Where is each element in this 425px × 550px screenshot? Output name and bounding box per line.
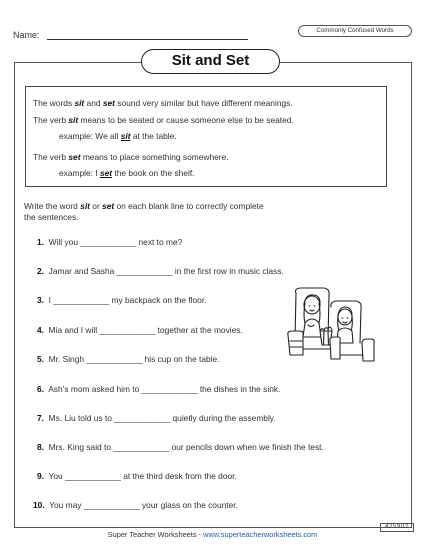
question-8[interactable] bbox=[37, 442, 324, 453]
question-text: You ____________ at the third desk from the door. bbox=[48, 471, 237, 481]
question-number: 3. bbox=[37, 295, 44, 305]
text: at the table. bbox=[130, 131, 177, 141]
word-sit: sit bbox=[80, 201, 90, 211]
question-5[interactable] bbox=[37, 354, 220, 365]
name-line[interactable] bbox=[47, 39, 248, 40]
text: on each blank line to correctly complete bbox=[114, 201, 264, 211]
question-number: 10. bbox=[33, 500, 45, 510]
question-number: 4. bbox=[37, 325, 44, 335]
question-text: You may ____________ your glass on the counter. bbox=[49, 500, 238, 510]
text: The verb bbox=[33, 152, 69, 162]
question-4[interactable] bbox=[37, 325, 243, 336]
text: The verb bbox=[33, 115, 69, 125]
definition-line-2 bbox=[33, 115, 294, 126]
word-set: set bbox=[102, 201, 115, 211]
question-text: Mrs. King said to ____________ our pencils down when we finish the test. bbox=[48, 442, 324, 452]
example-1 bbox=[59, 131, 177, 142]
text: sound very similar but have different meanings. bbox=[114, 98, 293, 108]
question-number: 7. bbox=[37, 413, 44, 423]
text: and bbox=[84, 98, 103, 108]
question-number: 5. bbox=[37, 354, 44, 364]
question-number: 9. bbox=[37, 471, 44, 481]
question-text: Mia and I will ____________ together at the movies. bbox=[48, 325, 243, 335]
question-number: 1. bbox=[37, 237, 44, 247]
text: means to place something somewhere. bbox=[80, 152, 229, 162]
instructions-line-1 bbox=[24, 201, 264, 212]
movie-theater-girls-illustration bbox=[286, 285, 376, 365]
question-number: 8. bbox=[37, 442, 44, 452]
question-2[interactable] bbox=[37, 266, 284, 277]
question-text: Mr. Singh ____________ his cup on the table. bbox=[48, 354, 220, 364]
question-number: 2. bbox=[37, 266, 44, 276]
question-9[interactable] bbox=[37, 471, 237, 482]
text: example: I bbox=[59, 168, 100, 178]
footer-brand: Super Teacher Worksheets - bbox=[107, 530, 204, 539]
name-label: Name: bbox=[13, 30, 40, 40]
text: The words bbox=[33, 98, 75, 108]
word-sit: sit bbox=[120, 131, 131, 141]
definition-line-3 bbox=[33, 152, 229, 163]
text: example: We all bbox=[59, 131, 121, 141]
word-set: set bbox=[102, 98, 115, 108]
word-set: set bbox=[99, 168, 113, 178]
question-10[interactable] bbox=[33, 500, 238, 511]
text: the book on the shelf. bbox=[112, 168, 195, 178]
question-number: 6. bbox=[37, 384, 44, 394]
word-sit: sit bbox=[74, 98, 85, 108]
question-text: Ms. Liu told us to ____________ quietly during the assembly. bbox=[48, 413, 276, 423]
question-text: I ____________ my backpack on the floor. bbox=[48, 295, 207, 305]
question-text: Jamar and Sasha ____________ in the first row in music class. bbox=[48, 266, 284, 276]
text: means to be seated or cause someone else to be seated. bbox=[78, 115, 294, 125]
footer-link[interactable]: www.superteacherworksheets.com bbox=[203, 530, 318, 539]
question-text: Ash’s mom asked him to ____________ the dishes in the sink. bbox=[48, 384, 281, 394]
word-sit: sit bbox=[68, 115, 79, 125]
question-6[interactable] bbox=[37, 384, 280, 395]
worksheet-title: Sit and Set bbox=[141, 49, 280, 74]
instructions-line-2: the sentences. bbox=[24, 212, 79, 222]
example-2 bbox=[59, 168, 195, 179]
question-1[interactable] bbox=[37, 237, 182, 248]
question-text: Will you ____________ next to me? bbox=[48, 237, 183, 247]
word-set: set bbox=[68, 152, 81, 162]
worksheet-code: 425902 bbox=[380, 523, 414, 532]
question-7[interactable] bbox=[37, 413, 276, 424]
category-tag: Commonly Confused Words bbox=[298, 25, 412, 37]
text: or bbox=[89, 201, 103, 211]
question-3[interactable] bbox=[37, 295, 207, 306]
text: Write the word bbox=[24, 201, 81, 211]
footer bbox=[0, 530, 425, 539]
definition-line-1 bbox=[33, 98, 293, 109]
